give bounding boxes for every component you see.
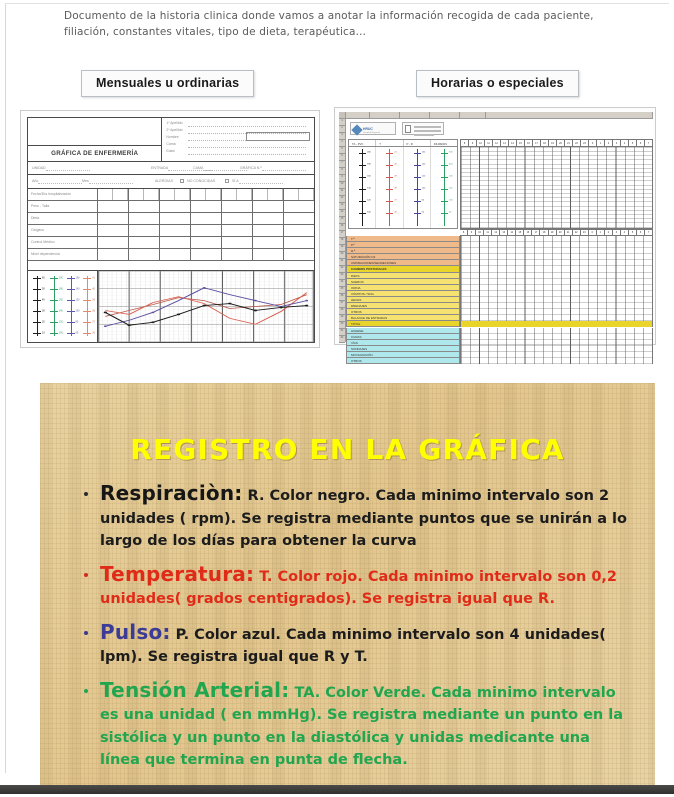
- spreadsheet-column-headers: [339, 112, 653, 119]
- vitals-plot-svg: [98, 271, 314, 342]
- bullet-body: P. Color azul. Cada minimo intervalo son 4 unidades( lpm). Se registra igual que R y T.: [100, 626, 606, 665]
- row-label: BALANCE DE ENTRADAS: [346, 315, 460, 321]
- diuresis-scale: 300 250 200 150 100 50: [431, 147, 457, 228]
- logo-subtitle: Hospital Regional: [363, 131, 381, 134]
- table-row: [28, 189, 314, 201]
- hour-cell: 11: [485, 139, 493, 147]
- hour-cell: 4: [621, 229, 629, 236]
- bullet-list: [78, 483, 633, 783]
- slide-frame-left-border: [5, 3, 6, 773]
- form-title: GRÁFICA DE ENFERMERÍA: [51, 150, 139, 157]
- row-cells: [98, 249, 314, 260]
- hour-cell: 6: [637, 139, 645, 147]
- row-cells: [98, 225, 314, 236]
- papyrus-slide-panel: [40, 383, 655, 785]
- form-title-cell: [28, 145, 161, 161]
- hour-cell: 15: [517, 139, 525, 147]
- label-anio: Año: [32, 179, 39, 183]
- hour-cell: 11: [484, 229, 492, 236]
- bullet-term: Respiraciòn:: [100, 481, 243, 505]
- hour-cell: 8: [460, 229, 468, 236]
- info-line: [414, 134, 434, 136]
- hour-cell: 15: [516, 229, 524, 236]
- label-unidad: UNIDAD: [32, 166, 46, 170]
- table-row: [28, 249, 314, 261]
- yellow-total-row: [346, 321, 653, 327]
- slide-bottom-bar: [0, 785, 674, 794]
- hour-cell: 0: [589, 229, 597, 236]
- row-label: VÍAS: [346, 340, 460, 346]
- row-label: ASPIRACIONES/SECRECIONES: [346, 260, 460, 266]
- row-label: Oxígeno: [28, 225, 98, 236]
- scale-axes-area: [348, 147, 458, 229]
- row-cells: [98, 237, 314, 248]
- hour-cell: 21: [565, 139, 573, 147]
- intro-paragraph: Documento de la historia clinica donde vamos a anotar la información recogida de cada paciente, filiación, constantes vitales, tipo de dieta, terapéutica…: [64, 10, 594, 38]
- table-row: [28, 225, 314, 237]
- row-label: T.ª: [346, 236, 460, 242]
- row-label: R.ª: [346, 248, 460, 254]
- hour-cell: 4: [621, 139, 629, 147]
- label-alergias: ALERGIAS: [155, 179, 173, 183]
- slide-frame-top-border: [5, 3, 669, 4]
- bullet-pulso: [78, 619, 633, 669]
- bullet-term: Tensión Arterial:: [100, 677, 290, 702]
- hour-cell: 5: [629, 229, 637, 236]
- temperatura-scale: 41 40 39 38 37 36: [80, 274, 95, 339]
- row-label: CURAS: [346, 334, 460, 340]
- row-label: Fecha/Día hospitalización: [28, 189, 98, 200]
- row-label: OTROS: [346, 309, 460, 315]
- form-row-unidad: [28, 162, 314, 175]
- row-label: VÓMITOS / SNG: [346, 291, 460, 297]
- bullet-dot-icon: [84, 689, 88, 693]
- info-line: [414, 130, 441, 132]
- hour-cell: 17: [533, 139, 541, 147]
- form-info-box: [402, 122, 444, 135]
- form-header: [28, 118, 314, 162]
- scale-headers: [348, 139, 458, 147]
- row-label: Dieta: [28, 213, 98, 224]
- hour-cell: 18: [541, 139, 549, 147]
- bullet-dot-icon: [84, 573, 88, 577]
- table-row: [28, 213, 314, 225]
- info-line: [414, 126, 441, 128]
- monthly-chart-screenshot: [20, 110, 320, 348]
- table-row: [28, 237, 314, 249]
- field-historia-clinica-box: [246, 132, 310, 141]
- bullet-term: Temperatura:: [100, 561, 255, 586]
- hour-cell: 22: [573, 139, 581, 147]
- hour-cell: 7: [645, 139, 653, 147]
- hour-cell: 2: [605, 229, 613, 236]
- label-cama: CAMA: [193, 166, 204, 170]
- label-hourly-charts: Horarias o especiales: [416, 70, 579, 97]
- row-label: P.ª: [346, 242, 460, 248]
- field-apellido2: 2º Apellido:: [166, 128, 310, 135]
- cyan-row: [346, 358, 653, 364]
- form-data-table: [28, 189, 314, 270]
- row-label: HIGIENE: [346, 328, 460, 334]
- yellow-header-row: [346, 266, 653, 273]
- label-mes: Mes: [82, 179, 89, 183]
- pvc-scale: 200 180 160 140 120 100: [349, 147, 376, 228]
- bullet-body: R. Color negro. Cada minimo intervalo son 2 unidades ( rpm). Se registra mediante puntos que se unirán a lo largo de los días para obtener la curva: [100, 488, 627, 549]
- hour-cell: 0: [589, 139, 597, 147]
- hourly-chart-screenshot: [334, 107, 656, 363]
- hour-cell: 10: [476, 229, 484, 236]
- bullet-respiracion: [78, 483, 633, 553]
- hour-cell: 7: [645, 229, 653, 236]
- pulso-scale: 160 140 120 100 80 60: [64, 274, 79, 339]
- spreadsheet-row-headers: 1 2 3 4 5 6 7 8 9 10 11 12 13 14 15 16 17 18 19 20 21 22 23 24 25 26 27 28 29 30 31 32: [339, 119, 346, 342]
- row-label: Nivel dependencia: [28, 249, 98, 260]
- hour-cell: 10: [477, 139, 485, 147]
- checkbox-si-a[interactable]: [225, 179, 229, 183]
- document-icon: [405, 125, 411, 133]
- hour-cell: 12: [492, 229, 500, 236]
- vitals-scale-axes: [28, 271, 98, 342]
- label-entrada: ENTRADA: [151, 166, 169, 170]
- hour-cell: 18: [540, 229, 548, 236]
- label-si-a: SÍ A: [232, 179, 239, 183]
- temp-scale: 41 40 39 38 37 36: [376, 147, 403, 228]
- hour-headers-bottom: [460, 229, 653, 236]
- hour-cell: 5: [629, 139, 637, 147]
- hour-cell: 17: [532, 229, 540, 236]
- row-cells: [98, 201, 314, 212]
- hour-cell: 12: [493, 139, 501, 147]
- scale-header-p-r: P - R: [404, 140, 431, 146]
- hour-cell: 1: [597, 229, 605, 236]
- slide-title: REGISTRO EN LA GRÁFICA: [130, 433, 565, 466]
- tension-scale: 200 180 160 140 120 100: [47, 274, 62, 339]
- hour-cell: 22: [573, 229, 581, 236]
- row-label: MOVILIZACIÓN: [346, 352, 460, 358]
- row-label: TOTAL: [346, 321, 460, 327]
- hour-cell: 6: [637, 229, 645, 236]
- row-label: CAMBIOS POSTURALES: [346, 266, 460, 273]
- hour-cell: 16: [524, 229, 532, 236]
- hour-cell: 9: [468, 229, 476, 236]
- bullet-temperatura: [78, 561, 633, 611]
- row-label: OTROS: [346, 358, 460, 364]
- hour-cell: 3: [613, 229, 621, 236]
- hour-cell: 13: [500, 229, 508, 236]
- hour-cell: 9: [469, 139, 477, 147]
- form-header-left: [28, 118, 162, 161]
- hour-cell: 20: [557, 139, 565, 147]
- bullet-dot-icon: [84, 492, 88, 496]
- logo-diamond-icon: [351, 124, 362, 135]
- form-header-right: [162, 118, 314, 161]
- hour-cell: 19: [549, 139, 557, 147]
- vitals-graph-area: [28, 270, 314, 342]
- field-cama: Cama:: [166, 142, 310, 149]
- scale-header-t: T: [376, 140, 403, 146]
- field-edad: Edad:: [166, 149, 310, 156]
- scale-header-diuresis: DIURESIS: [433, 141, 447, 146]
- row-label: SATURACIÓN O2: [346, 254, 460, 260]
- row-label: DRENAJES: [346, 303, 460, 309]
- label-monthly-charts: Mensuales u ordinarias: [81, 70, 254, 97]
- hour-cell: 23: [581, 139, 589, 147]
- hospital-logo: [350, 122, 396, 135]
- checkbox-no-conocidas[interactable]: [180, 179, 184, 183]
- hour-cell: 1: [597, 139, 605, 147]
- bullet-term: Pulso:: [100, 619, 171, 644]
- hourly-plot-grid: [460, 147, 653, 229]
- hour-cell: 21: [565, 229, 573, 236]
- bullet-body: TA. Color Verde. Cada minimo intervalo es una unidad ( en mmHg). Se registra mediante un punto en la sistólica y un punto en la diastólica y unidas medicante una línea que termina en punta de flecha.: [100, 684, 624, 768]
- row-label: Control Médico: [28, 237, 98, 248]
- row-label: Peso - Talla: [28, 201, 98, 212]
- row-label: SONDAJES: [346, 346, 460, 352]
- field-nombre: Nombre:: [166, 135, 310, 142]
- hour-cell: 3: [613, 139, 621, 147]
- hour-cell: 8: [460, 139, 469, 147]
- hour-cell: 14: [509, 139, 517, 147]
- hour-headers-top: [460, 139, 653, 147]
- scale-header-ta-pvc: TA - PVC: [349, 140, 376, 146]
- bullet-tension-arterial: [78, 677, 633, 772]
- bullet-body: T. Color rojo. Cada minimo intervalo son 0,2 unidades( grados centigrados). Se registra igual que R.: [100, 568, 618, 607]
- hour-cell: 14: [508, 229, 516, 236]
- hour-cell: 23: [581, 229, 589, 236]
- label-no-conocidas: NO CONOCIDAS: [187, 179, 216, 183]
- field-apellido1: 1º Apellido:: [166, 121, 310, 128]
- row-label: ORINA: [346, 285, 460, 291]
- row-cells: [98, 189, 314, 200]
- hour-cell: 2: [605, 139, 613, 147]
- row-label: HECES: [346, 297, 460, 303]
- hour-cell: 16: [525, 139, 533, 147]
- table-row: [28, 201, 314, 213]
- logo-title: HRUC: [363, 127, 373, 131]
- hour-cell: 20: [557, 229, 565, 236]
- vitals-plot: [98, 271, 314, 342]
- spreadsheet-body: [346, 119, 653, 363]
- form-row-anio: [28, 175, 314, 189]
- bullet-dot-icon: [84, 631, 88, 635]
- row-cells: [98, 213, 314, 224]
- row-label: DIETA: [346, 273, 460, 279]
- spreadsheet-hourly-form: [339, 112, 653, 363]
- row-label: SUEROS: [346, 279, 460, 285]
- pulso-scale: 160 140 120 100 80 60: [404, 147, 431, 228]
- hour-cell: 19: [549, 229, 557, 236]
- hour-cell: 13: [501, 139, 509, 147]
- nursing-chart-form: [27, 117, 315, 343]
- label-grafica-num: GRÁFICA N.º: [240, 166, 262, 170]
- respiracion-scale: 60 50 40 30 20 10: [30, 274, 45, 339]
